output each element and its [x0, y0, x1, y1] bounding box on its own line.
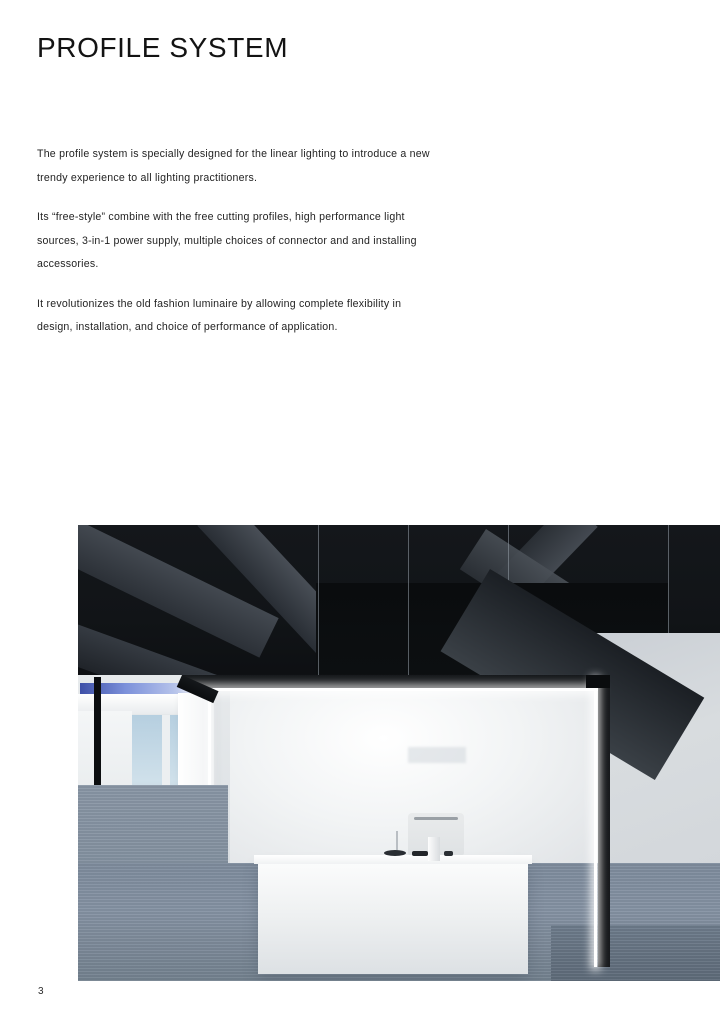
desk-accessory-small — [444, 851, 453, 856]
paragraph-2: Its “free-style” combine with the free cutting profiles, high performance light sources, 3-in-1 power supply, multiple choices of connector and and installing accessories. — [37, 211, 417, 270]
body-copy — [37, 143, 437, 340]
page-number: 3 — [38, 986, 44, 997]
reception-desk — [258, 862, 528, 974]
carpet-floor-right — [551, 925, 720, 981]
linear-profile-vertical — [598, 675, 610, 967]
profile-system-photo — [78, 525, 720, 981]
paragraph-3: It revolutionizes the old fashion luminaire by allowing complete flexibility in design, installation, and choice of performance of application. — [37, 297, 402, 333]
linear-profile-horizontal — [182, 675, 602, 688]
desk-accessory-tray — [384, 850, 406, 856]
suspension-wire — [318, 525, 319, 683]
linear-profile-corner-joint — [586, 675, 610, 688]
photo-scene — [78, 525, 720, 981]
monitor-vent-slot — [414, 817, 458, 820]
desk-accessory-block — [412, 851, 428, 856]
wall-logo-ghost — [408, 747, 466, 763]
suspension-wire — [408, 525, 409, 683]
reception-desk-top — [254, 855, 532, 864]
page-title: PROFILE SYSTEM — [37, 31, 289, 63]
monitor-stand — [428, 837, 440, 861]
linear-profile-vertical-light — [594, 679, 597, 967]
left-dark-reveal — [94, 677, 101, 787]
linear-profile-horizontal-light — [186, 688, 598, 691]
paragraph-1: The profile system is specially designed for the linear lighting to introduce a new trendy experience to all lighting practitioners. — [37, 148, 430, 184]
